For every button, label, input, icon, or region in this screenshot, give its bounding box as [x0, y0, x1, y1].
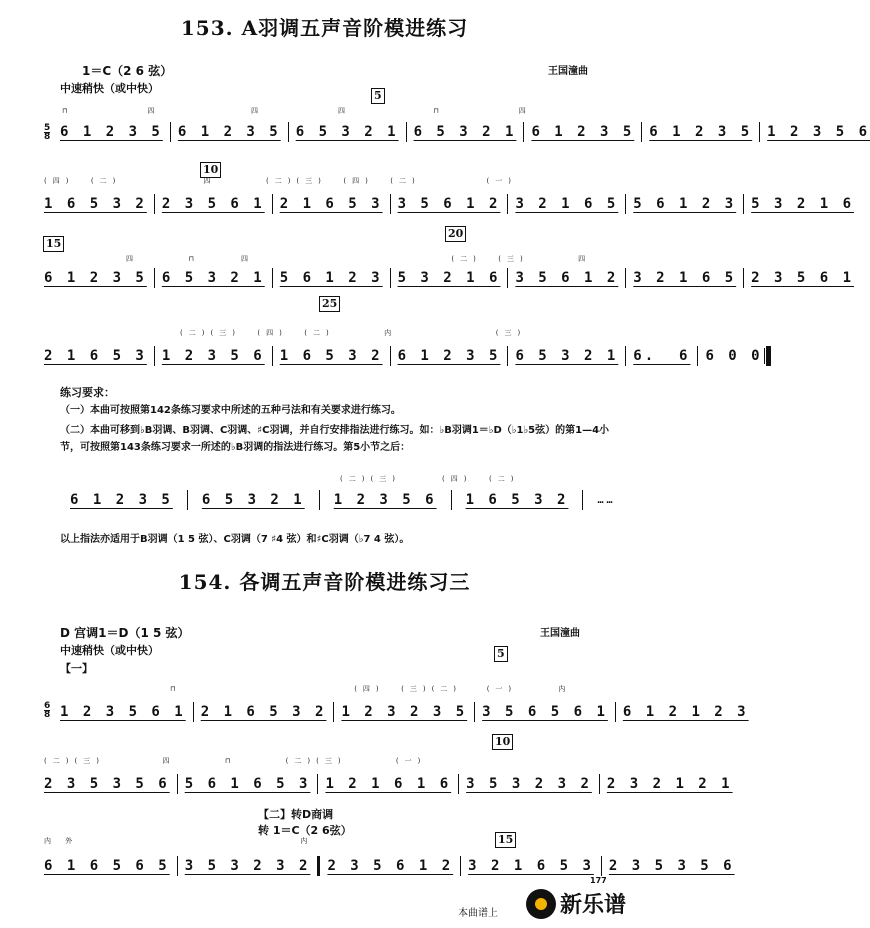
requirement-2: （二）本曲可移到♭B羽调、B羽调、C羽调、♯C羽调，并自行安排指法进行练习。如：♭B羽调1＝♭D（♭1♭5弦）的第1—4小节，可按照第143条练习要求一所述的♭B羽调的指法进行练习。第5小节之后：: [60, 425, 610, 453]
bowing-marks-154-row3: 内 外 内: [44, 837, 314, 845]
measure: 1 6 5 3 2: [279, 348, 383, 364]
measure: 1 2 3 2 3 5: [341, 704, 468, 720]
barline: [390, 194, 391, 214]
barline: [193, 702, 194, 722]
requirements-heading: 练习要求：: [60, 386, 115, 399]
barline: [507, 194, 508, 214]
measure: 2 1 6 5 3: [279, 196, 383, 212]
barline: [523, 122, 524, 142]
bowing-marks-154-row1: ⊓ (四) (三)(二) (一) 内: [170, 685, 572, 693]
barline: [599, 774, 600, 794]
measure: 1 2 3 5 6: [767, 124, 870, 140]
ex154-composer: 王国潼曲: [540, 628, 580, 639]
barline: [154, 346, 155, 366]
barline: [288, 122, 289, 142]
record-icon: [526, 889, 556, 919]
measure: 3 5 3 2 3 2: [184, 858, 311, 874]
ex154-key-signature: D 宫调1＝D（1 5 弦）: [60, 626, 190, 640]
measure: 6 5 3 2 1: [413, 124, 517, 140]
exercise-154-title: 154. 各调五声音阶模进练习三: [178, 570, 471, 594]
ex154-staff-row-3: [44, 856, 735, 876]
ex153-staff-row-3: [44, 268, 854, 288]
measure: 1 2 1 6 1 6: [325, 776, 452, 792]
ex153-tempo: 中速稍快（或中快）: [60, 82, 159, 95]
ex153-staff-row-1: [60, 122, 870, 142]
ex153-composer: 王国潼曲: [548, 66, 588, 77]
measure: 6 5 3 2 1: [295, 124, 399, 140]
barline: [451, 490, 452, 510]
measure: 3 5 6 1 2: [515, 270, 619, 286]
barline: [187, 490, 188, 510]
ex154-staff-row-1: [60, 702, 749, 722]
repeat-barline: [317, 856, 320, 876]
measure: 6. 6: [633, 348, 691, 364]
barline: [582, 490, 583, 510]
measure: 2 3 5 6 1: [161, 196, 265, 212]
barline: [474, 702, 475, 722]
barline: [759, 122, 760, 142]
measure: 5 6 1 6 5 3: [184, 776, 311, 792]
measure: 6 5 3 2 1: [161, 270, 265, 286]
barline: [458, 774, 459, 794]
bowing-marks-154-row2: (二)(三) 四 ⊓ (二)(三) (一): [44, 757, 427, 765]
measure-number-5: 5: [371, 88, 385, 104]
barline: [272, 346, 273, 366]
time-signature-6-8: [44, 702, 50, 719]
measure-number-5: 5: [494, 646, 508, 662]
barline: [625, 194, 626, 214]
barline: [743, 268, 744, 288]
bowing-marks-row2: (四) (二) 四 (二)(三) (四) (二) (一): [44, 177, 517, 185]
measure: 3 5 3 2 3 2: [466, 776, 592, 792]
measure: 2 3 5 3 5 6: [44, 776, 170, 792]
measure-number-20: 20: [445, 226, 466, 242]
measure: 6 1 2 3 5: [177, 124, 281, 140]
final-barline: [766, 346, 771, 366]
measure: 1 2 3 5 6 1: [60, 704, 186, 720]
measure-number-15: 15: [43, 236, 64, 252]
ex153-staff-row-4: [44, 346, 771, 366]
logo-text: 新乐谱: [560, 893, 627, 918]
measure: 6 5 3 2 1: [515, 348, 619, 364]
barline: [697, 346, 698, 366]
example-staff-row: [70, 490, 615, 510]
barline: [625, 346, 626, 366]
barline: [317, 774, 318, 794]
measure-final: 6 0 0: [705, 348, 763, 364]
modulation-label: 转 1＝C（2 6弦）: [258, 824, 352, 837]
bowing-marks-row4: (二)(三) (四) (二) 内 (三): [180, 329, 527, 337]
measure: 6 1 6 5 6 5: [44, 858, 170, 874]
ex154-staff-row-2: [44, 774, 733, 794]
barline: [743, 194, 744, 214]
measure: 2 1 6 5 3 2: [200, 704, 327, 720]
measure: 5 3 2 1 6: [397, 270, 501, 286]
measure: 2 3 5 6 1 2: [327, 858, 454, 874]
measure: 5 3 2 1 6: [751, 196, 855, 212]
source-caption: 本曲谱上: [458, 908, 498, 919]
bowing-marks-row1: ⊓ 四 四 四 ⊓ 四: [62, 107, 532, 115]
measure: 6 1 2 3 5: [60, 124, 163, 140]
measure: 3 2 1 6 5 3: [468, 858, 594, 874]
measure-number-10: 10: [492, 734, 513, 750]
barline: [390, 268, 391, 288]
barline: [615, 702, 616, 722]
barline: [170, 122, 171, 142]
measure-number-10: 10: [200, 162, 221, 178]
barline: [641, 122, 642, 142]
barline: [177, 856, 178, 876]
page-number: 177: [590, 876, 607, 885]
ex154-tempo: 中速稍快（或中快）: [60, 644, 159, 657]
measure-number-15: 15: [495, 832, 516, 848]
measure: 6 1 2 1 2 3: [622, 704, 749, 720]
measure: 1 6 5 3 2: [465, 492, 569, 508]
measure: 6 1 2 3 5: [70, 492, 173, 508]
requirement-1: （一）本曲可按照第142条练习要求中所述的五种弓法和有关要求进行练习。: [60, 405, 401, 416]
bowing-marks-example: (二)(三) (四) (二): [340, 475, 520, 483]
barline: [601, 856, 602, 876]
measure: 6 5 3 2 1: [201, 492, 305, 508]
measure: 2 3 2 1 2 1: [606, 776, 733, 792]
barline: [507, 268, 508, 288]
ex153-staff-row-2: [44, 194, 854, 214]
barline: [154, 194, 155, 214]
measure: 6 1 2 3 5: [531, 124, 635, 140]
ex153-key-signature: 1＝C（2 6 弦）: [82, 64, 173, 78]
measure: 2 1 6 5 3: [44, 348, 147, 364]
measure: 2 3 5 3 5 6: [608, 858, 735, 874]
time-sig-top: 5: [44, 123, 51, 133]
barline: [406, 122, 407, 142]
measure-number-25: 25: [319, 296, 340, 312]
bowing-marks-row3: 四 ⊓ 四 (二) (三) 四: [126, 255, 592, 263]
measure: 6 1 2 3 5: [649, 124, 753, 140]
barline: [390, 346, 391, 366]
site-logo: [526, 888, 626, 919]
section-2-label: 【二】转D商调: [258, 808, 334, 821]
section-1-label: 【一】: [60, 662, 93, 675]
measure: 3 5 6 5 6 1: [482, 704, 608, 720]
measure: 1 6 5 3 2: [44, 196, 147, 212]
barline: [319, 490, 320, 510]
time-sig-bottom: 8: [44, 710, 51, 720]
barline: [272, 194, 273, 214]
barline: [460, 856, 461, 876]
exercise-153-title: 153. A羽调五声音阶模进练习: [180, 16, 469, 40]
measure: 3 5 6 1 2: [397, 196, 501, 212]
measure: 3 2 1 6 5: [633, 270, 737, 286]
measure: 1 2 3 5 6: [161, 348, 265, 364]
measure: 6 1 2 3 5: [44, 270, 147, 286]
time-signature-5-8: [44, 124, 50, 141]
measure: 5 6 1 2 3: [633, 196, 737, 212]
barline: [177, 774, 178, 794]
barline: [333, 702, 334, 722]
measure: 3 2 1 6 5: [515, 196, 619, 212]
barline: [272, 268, 273, 288]
barline: [507, 346, 508, 366]
time-sig-top: 6: [44, 701, 51, 711]
measure: 5 6 1 2 3: [279, 270, 383, 286]
barline: [625, 268, 626, 288]
applies-note: 以上指法亦适用于B羽调（1 5 弦）、C羽调（7 ♯4 弦）和♯C羽调（♭7 4 弦）。: [60, 534, 410, 545]
measure: 2 3 5 6 1: [751, 270, 855, 286]
time-sig-bottom: 8: [44, 132, 51, 142]
barline: [154, 268, 155, 288]
measure: 6 1 2 3 5: [397, 348, 501, 364]
measure: 1 2 3 5 6: [333, 492, 437, 508]
ellipsis: ……: [597, 494, 616, 506]
